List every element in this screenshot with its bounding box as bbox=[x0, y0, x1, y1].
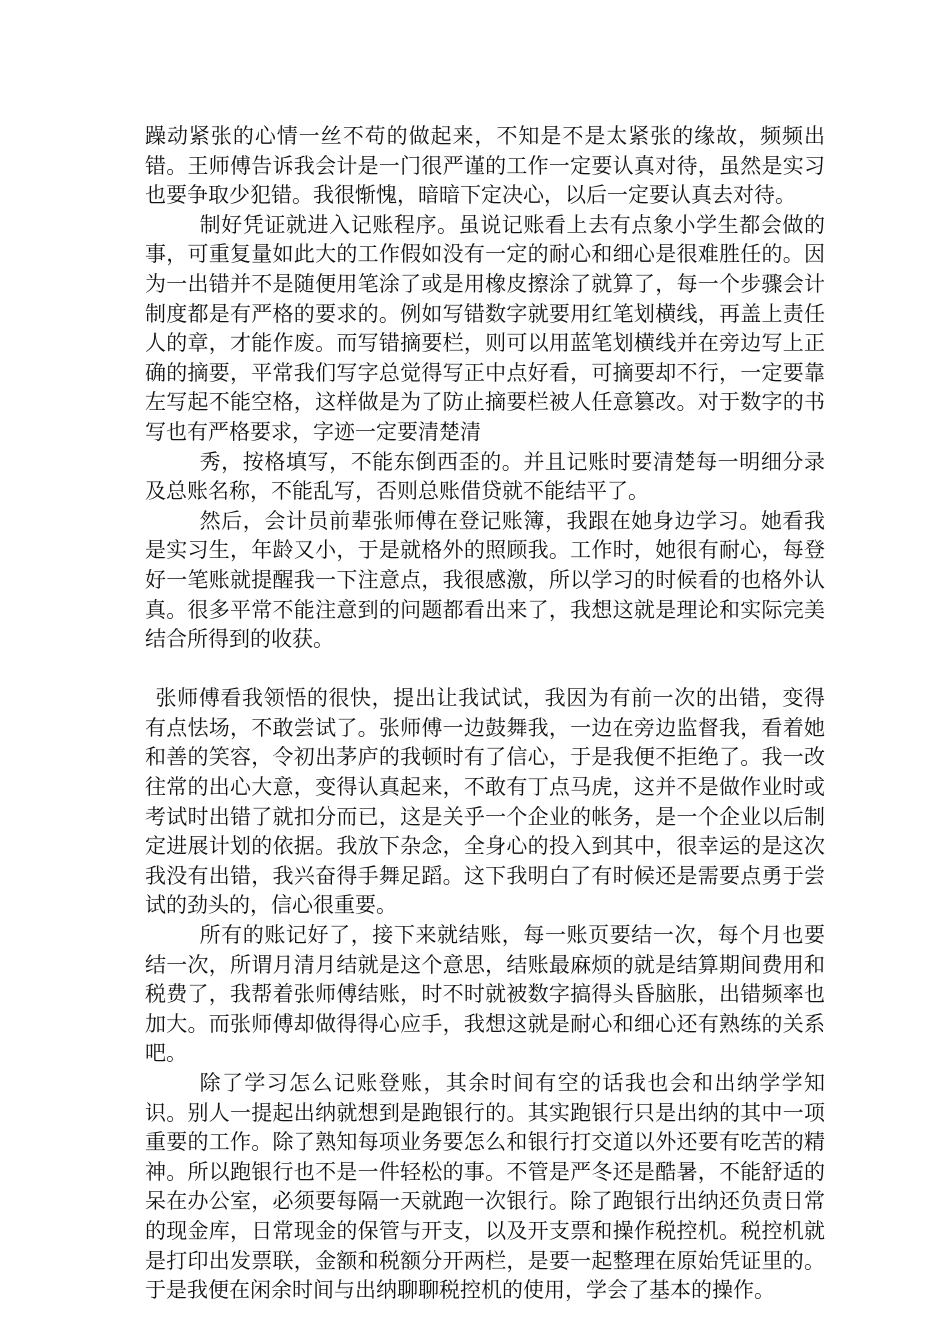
paragraph-2: 制好凭证就进入记账程序。虽说记账看上去有点象小学生都会做的事，可重复量如此大的工作假如没有一定的耐心和细心是很难胜任的。因为一出错并不是随便用笔涂了或是用橡皮擦涂了就算了，每一个步骤会计制度都是有严格的要求的。例如写错数字就要用红笔划横线，再盖上责任人的章，才能作废。而写错摘要栏，则可以用蓝笔划横线并在旁边写上正确的摘要，平常我们写字总觉得写正中点好看，可摘要却不行，一定要靠左写起不能空格，这样做是为了防止摘要栏被人任意篡改。对于数字的书写也有严格要求，字迹一定要清楚清 bbox=[145, 212, 825, 444]
document-body bbox=[145, 122, 825, 1306]
paragraph-5: 张师傅看我领悟的很快，提出让我试试，我因为有前一次的出错，变得有点怯场，不敢尝试了。张师傅一边鼓舞我，一边在旁边监督我，看着她和善的笑容，令初出茅庐的我顿时有了信心，于是我便不拒绝了。我一改往常的出心大意，变得认真起来，不敢有丁点马虎，这并不是做作业时或考试时出错了就扣分而已，这是关乎一个企业的帐务，是一个企业以后制定进展计划的依据。我放下杂念，全身心的投入到其中，很幸运的是这次我没有出错，我兴奋得手舞足蹈。这下我明白了有时候还是需要点勇于尝试的劲头的，信心很重要。 bbox=[145, 686, 825, 918]
paragraph-7: 除了学习怎么记账登账，其余时间有空的话我也会和出纳学学知识。别人一提起出纳就想到是跑银行的。其实跑银行只是出纳的其中一项重要的工作。除了熟知每项业务要怎么和银行打交道以外还要有吃苦的精神。所以跑银行也不是一件轻松的事。不管是严冬还是酷暑，不能舒适的呆在办公室，必须要每隔一天就跑一次银行。除了跑银行出纳还负责日常的现金库，日常现金的保管与开支，以及开支票和操作税控机。税控机就是打印出发票联，金额和税额分开两栏，是要一起整理在原始凭证里的。于是我便在闲余时间与出纳聊聊税控机的使用，学会了基本的操作。 bbox=[145, 1071, 825, 1303]
paragraph-6: 所有的账记好了，接下来就结账，每一账页要结一次，每个月也要结一次，所谓月清月结就是这个意思，结账最麻烦的就是结算期间费用和税费了，我帮着张师傅结账，时不时就被数字搞得头昏脑胀，出错频率也加大。而张师傅却做得得心应手，我想这就是耐心和细心还有熟练的关系吧。 bbox=[145, 923, 825, 1066]
paragraph-4: 然后，会计员前辈张师傅在登记账簿，我跟在她身边学习。她看我是实习生，年龄又小，于是就格外的照顾我。工作时，她很有耐心，每登好一笔账就提醒我一下注意点，我很感激，所以学习的时候看的也格外认真。很多平常不能注意到的问题都看出来了，我想这就是理论和实际完美结合所得到的收获。 bbox=[145, 508, 825, 652]
paragraph-3: 秀，按格填写，不能东倒西歪的。并且记账时要清楚每一明细分录及总账名称，不能乱写，否则总账借贷就不能结平了。 bbox=[145, 449, 825, 504]
paragraph-spacer bbox=[145, 655, 825, 685]
paragraph-1: 躁动紧张的心情一丝不苟的做起来，不知是不是太紧张的缘故，频频出错。王师傅告诉我会计是一门很严谨的工作一定要认真对待，虽然是实习也要争取少犯错。我很惭愧，暗暗下定决心，以后一定要认真去对待。 bbox=[145, 124, 825, 208]
